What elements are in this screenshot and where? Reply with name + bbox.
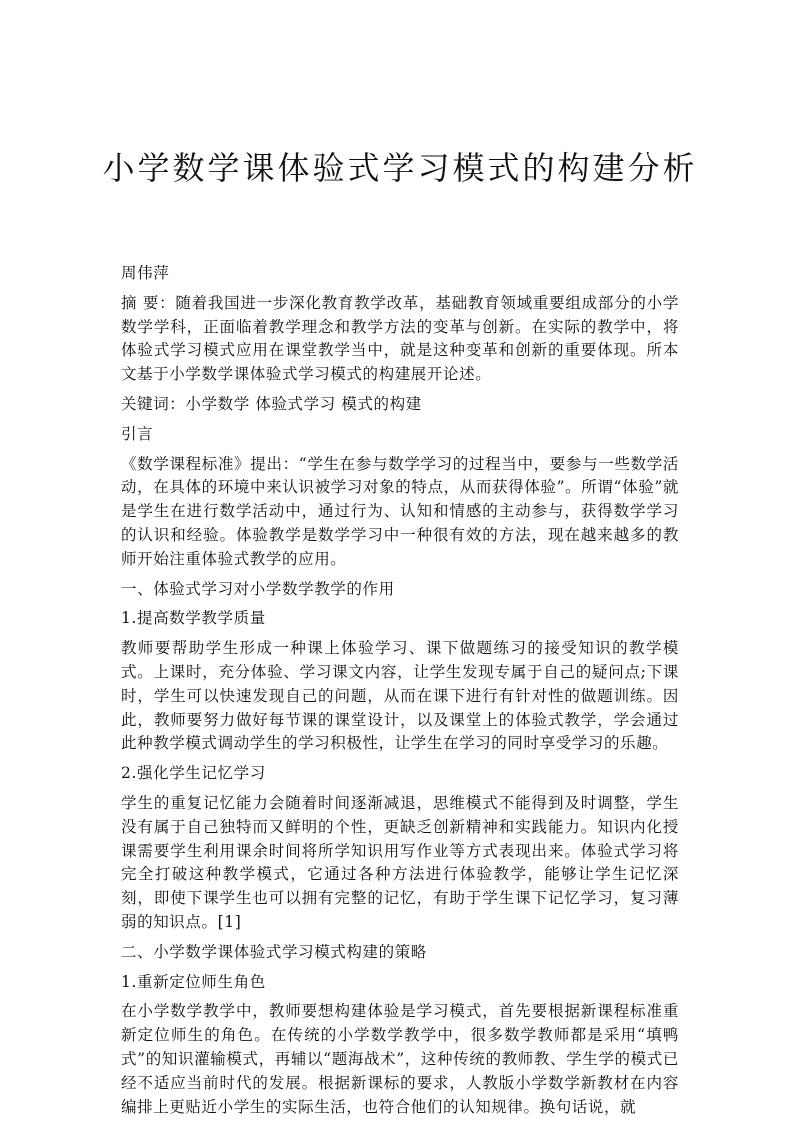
intro-paragraph: 《数学课程标准》提出：“学生在参与数学学习的过程当中，要参与一些数学活动，在具体的环境中来认识被学习对象的特点，从而获得体验”。所谓“体验”就是学生在进行数学活动中，通过行为、认知和情感的主动参与，获得数学学习的认识和经验。体验教学是数学学习中一种很有效的方法，现在越来越多的教师开始注重体验式教学的应用。 (121, 454, 679, 568)
section-2-heading: 二、小学数学课体验式学习模式构建的策略 (121, 942, 427, 961)
section-2-1-heading: 1.重新定位师生角色 (121, 972, 266, 991)
section-2-1-paragraph: 在小学数学教学中，教师要想构建体验是学习模式，首先要根据新课程标准重新定位师生的角色。在传统的小学数学教学中，很多数学教师都是采用“填鸭式”的知识灌输模式，再辅以“题海战术”，这种传统的教师教、学生学的模式已经不适应当前时代的发展。根据新课标的要求，人教版小学数学新教材在内容编排上更贴近小学生的实际生活，也符合他们的认知规律。换句话说，就 (121, 1002, 679, 1116)
section-1-1-heading: 1.提高数学教学质量 (121, 609, 266, 628)
section-1-2-paragraph: 学生的重复记忆能力会随着时间逐渐减退，思维模式不能得到及时调整，学生没有属于自己独特而又鲜明的个性，更缺乏创新精神和实践能力。知识内化授课需要学生利用课余时间将所学知识用写作业等方式表现出来。体验式学习将完全打破这种教学模式，它通过各种方法进行体验教学，能够让学生记忆深刻，即使下课学生也可以拥有完整的记忆，有助于学生课下记忆学习，复习薄弱的知识点。[1] (121, 793, 679, 931)
section-1-2-heading: 2.强化学生记忆学习 (121, 764, 266, 783)
author-name: 周伟萍 (121, 264, 170, 282)
document-title: 小学数学课体验式学习模式的构建分析 (102, 149, 698, 187)
abstract-paragraph: 摘 要：随着我国进一步深化教育教学改革，基础教育领域重要组成部分的小学数学学科，正面临着教学理念和教学方法的变革与创新。在实际的教学中，将体验式学习模式应用在课堂教学当中，就是这种变革和创新的重要体现。所本文基于小学数学课体验式学习模式的构建展开论述。 (121, 293, 679, 384)
keywords-line: 关键词：小学数学 体验式学习 模式的构建 (121, 394, 422, 413)
section-1-1-paragraph: 教师要帮助学生形成一种课上体验学习、课下做题练习的接受知识的教学模式。上课时，充分体验、学习课文内容，让学生发现专属于自己的疑问点;下课时，学生可以快速发现自己的问题，从而在课下进行有针对性的做题训练。因此，教师要努力做好每节课的课堂设计，以及课堂上的体验式教学，学会通过此种教学模式调动学生的学习积极性，让学生在学习的同时享受学习的乐趣。 (121, 639, 679, 753)
document-body (121, 262, 679, 1125)
section-1-heading: 一、体验式学习对小学数学教学的作用 (121, 579, 395, 598)
intro-heading: 引言 (121, 424, 154, 443)
